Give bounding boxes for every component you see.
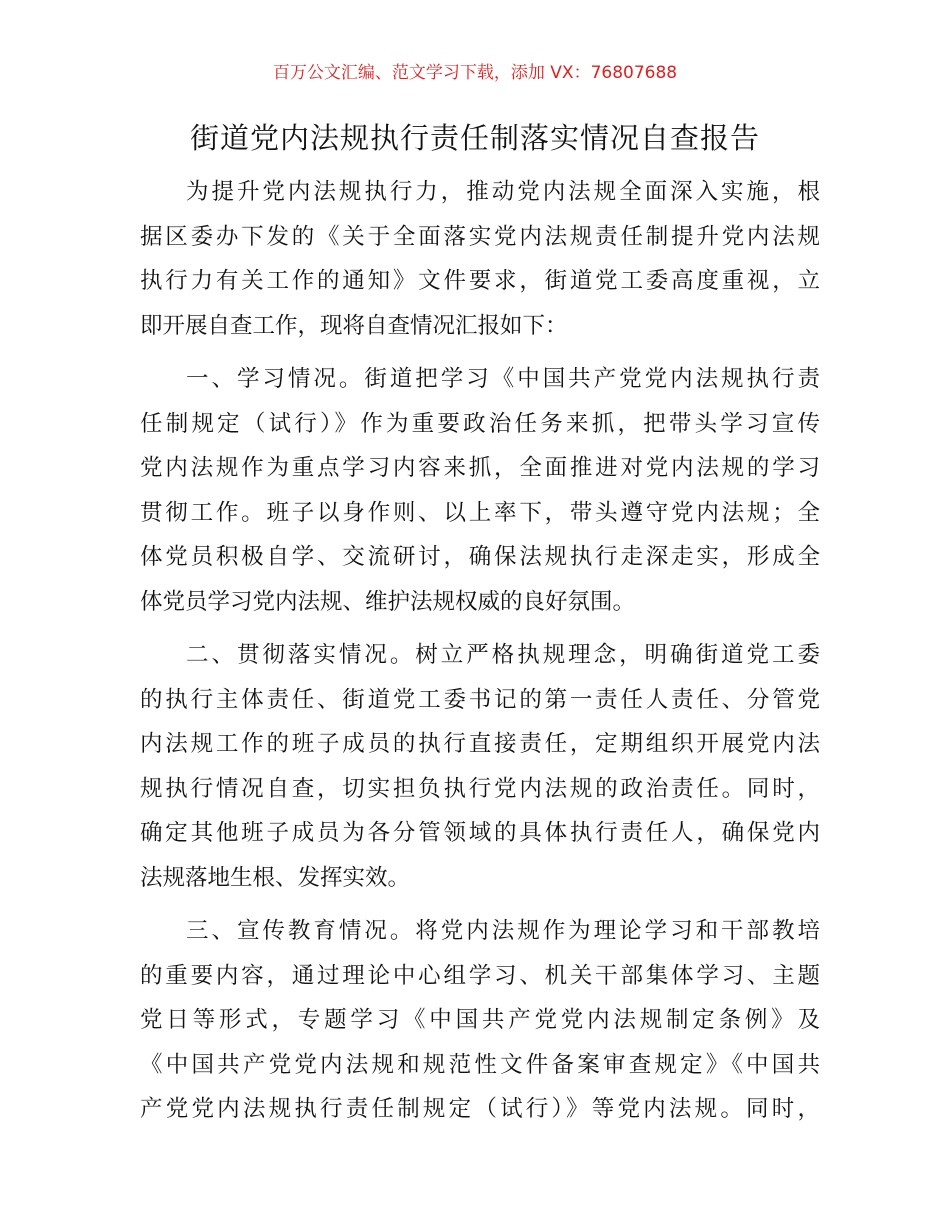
text-line: 党日等形式，专题学习《中国共产党党内法规制定条例》及	[140, 1007, 820, 1033]
text-line: 的执行主体责任、街道党工委书记的第一责任人责任、分管党	[140, 686, 820, 713]
paragraph-education	[140, 909, 820, 1132]
text-line: 的重要内容，通过理论中心组学习、机关干部集体学习、主题	[140, 962, 820, 989]
text-line: 确定其他班子成员为各分管领域的具体执行责任人，确保党内	[140, 820, 820, 846]
text-line: 一、学习情况。街道把学习《中国共产党党内法规执行责	[186, 366, 820, 392]
text-line: 《中国共产党党内法规和规范性文件备案审查规定》《中国共	[140, 1051, 820, 1078]
text-line: 为提升党内法规执行力，推动党内法规全面深入实施，根	[186, 179, 820, 205]
text-line: 产党党内法规执行责任制规定（试行）》等党内法规。同时，	[140, 1096, 820, 1122]
paragraph-study	[140, 357, 820, 624]
text-line: 据区委办下发的《关于全面落实党内法规责任制提升党内法规	[140, 223, 820, 250]
text-line: 党内法规作为重点学习内容来抓，全面推进对党内法规的学习	[140, 455, 820, 481]
document-title: 街道党内法规执行责任制落实情况自查报告	[189, 121, 760, 155]
text-line: 三、宣传教育情况。将党内法规作为理论学习和干部教培	[186, 918, 820, 944]
text-line: 体党员积极自学、交流研讨，确保法规执行走深走实，形成全	[140, 544, 820, 570]
paragraph-implementation	[140, 633, 820, 900]
text-line: 即开展自查工作，现将自查情况汇报如下：	[140, 312, 568, 339]
text-line: 贯彻工作。班子以身作则、以上率下，带头遵守党内法规；全	[140, 499, 820, 526]
text-line: 任制规定（试行）》作为重要政治任务来抓，把带头学习宣传	[140, 410, 820, 437]
text-line: 规执行情况自查，切实担负执行党内法规的政治责任。同时，	[140, 775, 820, 802]
text-line: 法规落地生根、发挥实效。	[140, 864, 411, 891]
text-line: 体党员学习党内法规、维护法规权威的良好氛围。	[140, 588, 636, 615]
text-line: 内法规工作的班子成员的执行直接责任，定期组织开展党内法	[140, 731, 820, 757]
document-body	[140, 170, 820, 1141]
watermark-banner: 百万公文汇编、范文学习下载，添加 VX：76807688	[272, 63, 678, 83]
paragraph-intro	[140, 170, 820, 348]
text-line: 执行力有关工作的通知》文件要求，街道党工委高度重视，立	[140, 268, 820, 294]
text-line: 二、贯彻落实情况。树立严格执规理念，明确街道党工委	[186, 642, 820, 668]
